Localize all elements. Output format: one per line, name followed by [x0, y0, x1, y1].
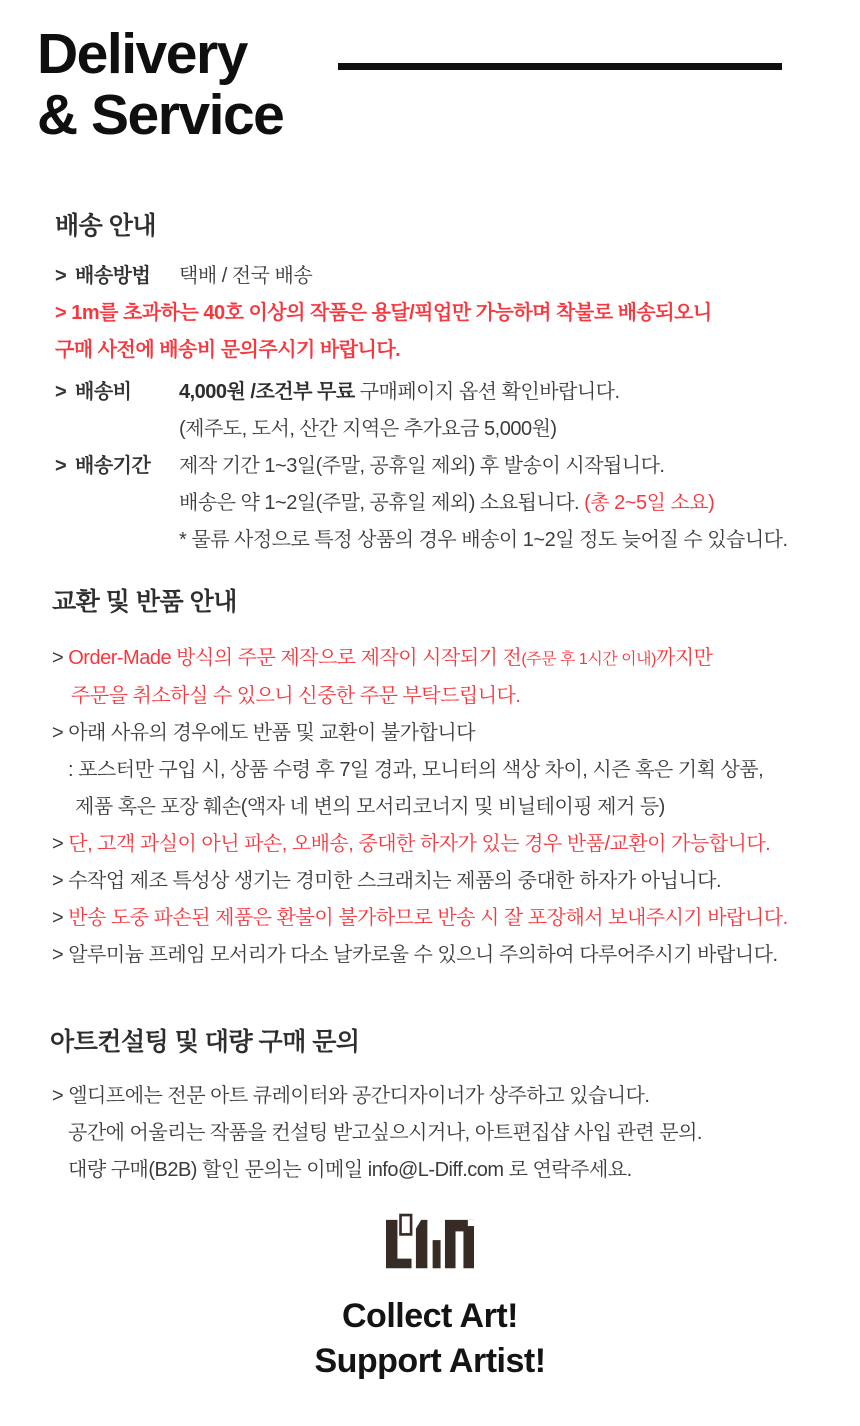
consulting-heading: 아트컨설팅 및 대량 구매 문의 [50, 1028, 360, 1056]
return-damage-red-text: 반송 도중 파손된 제품은 환불이 불가하므로 반송 시 잘 포장해서 보내주시기 바랍니다. [68, 907, 788, 929]
shipping-period-value [179, 448, 860, 559]
section-shipping-info [0, 206, 860, 559]
shipping-period-delay-note: * 물류 사정으로 특정 상품의 경우 배송이 1~2일 정도 늦어질 수 있습니다. [179, 529, 788, 551]
page-title-line1: Delivery [37, 22, 247, 86]
brand-logo [0, 1213, 860, 1269]
order-made-line1 [52, 640, 860, 678]
scratch-line: > 수작업 제조 특성상 생기는 경미한 스크래치는 제품의 중대한 하자가 아닙니다. [52, 870, 722, 892]
returns-heading: 교환 및 반품 안내 [52, 588, 237, 616]
shipping-method-row [55, 258, 860, 295]
title-divider-line [338, 63, 782, 70]
return-damage-line [52, 900, 860, 937]
shipping-fee-label: 배송비 [75, 381, 132, 403]
consulting-line1: > 엘디프에는 전문 아트 큐레이터와 공간디자이너가 상주하고 있습니다. [52, 1085, 650, 1107]
oversize-notice-line1: > 1m를 초과하는 40호 이상의 작품은 용달/픽업만 가능하며 착불로 배송되오니 [55, 302, 712, 324]
bullet-marker: > [52, 647, 69, 669]
bullet-marker: > [52, 833, 69, 855]
shipping-period-line2: 배송은 약 1~2일(주말, 공휴일 제외) 소요됩니다. [179, 492, 585, 514]
shipping-period-line1: 제작 기간 1~3일(주말, 공휴일 제외) 후 발송이 시작됩니다. [179, 455, 665, 477]
oversize-notice-line2: 구매 사전에 배송비 문의주시기 바랍니다. [55, 339, 401, 361]
shipping-method-label: 배송방법 [75, 265, 151, 287]
order-made-line2: 주문을 취소하실 수 있으니 신중한 주문 부탁드립니다. [71, 685, 521, 707]
page-title [37, 24, 283, 146]
order-made-small-note: (주문 후 1시간 이내) [521, 651, 656, 668]
frame-caution-line: > 알루미늄 프레임 모서리가 다소 날카로울 수 있으니 주의하여 다루어주시기 바랍니다. [52, 944, 778, 966]
exception-red-text: 단, 고객 과실이 아닌 파손, 오배송, 중대한 하자가 있는 경우 반품/교환이 가능합니다. [68, 833, 771, 855]
consulting-line3: 대량 구매(B2B) 할인 문의는 이메일 info@L-Diff.com 로 연락주세요. [68, 1159, 632, 1181]
no-return-line1: > 아래 사유의 경우에도 반품 및 교환이 불가합니다 [52, 722, 475, 744]
shipping-period-row [55, 448, 860, 559]
shipping-method-value: 택배 / 전국 배송 [179, 265, 313, 287]
ldiff-logo-icon [386, 1213, 474, 1269]
shipping-fee-amount: 4,000원 /조건부 무료 [179, 381, 355, 403]
brand-slogan [0, 1294, 860, 1384]
page-title-line2: & Service [37, 83, 284, 147]
slogan-line2: Support Artist! [314, 1342, 546, 1380]
section-exchange-return [0, 582, 860, 974]
bullet-marker: > [55, 455, 67, 477]
bullet-marker: > [55, 265, 67, 287]
slogan-line1: Collect Art! [342, 1297, 518, 1335]
shipping-fee-note-inline: 구매페이지 옵션 확인바랍니다. [354, 381, 620, 403]
exception-line [52, 826, 860, 863]
bullet-marker: > [52, 907, 69, 929]
order-made-red-text: Order-Made 방식의 주문 제작으로 제작이 시작되기 전 [68, 647, 522, 669]
shipping-fee-value [179, 374, 860, 448]
shipping-fee-extra-note: (제주도, 도서, 산간 지역은 추가요금 5,000원) [179, 418, 557, 440]
consulting-line2: 공간에 어울리는 작품을 컨설팅 받고싶으시거나, 아트편집샵 사입 관련 문의. [68, 1122, 702, 1144]
no-return-line2: : 포스터만 구입 시, 상품 수령 후 7일 경과, 모니터의 색상 차이, 시즌 혹은 기획 상품, [68, 759, 764, 781]
section-art-consulting [0, 1022, 860, 1189]
shipping-heading: 배송 안내 [55, 212, 157, 240]
shipping-fee-row [55, 374, 860, 448]
shipping-period-label: 배송기간 [75, 455, 151, 477]
order-made-red-tail: 까지만 [655, 647, 713, 669]
shipping-period-total-days: (총 2~5일 소요) [584, 492, 715, 514]
no-return-line3: 제품 혹은 포장 훼손(액자 네 변의 모서리코너지 및 비닐테이핑 제거 등) [75, 796, 665, 818]
bullet-marker: > [55, 381, 67, 403]
